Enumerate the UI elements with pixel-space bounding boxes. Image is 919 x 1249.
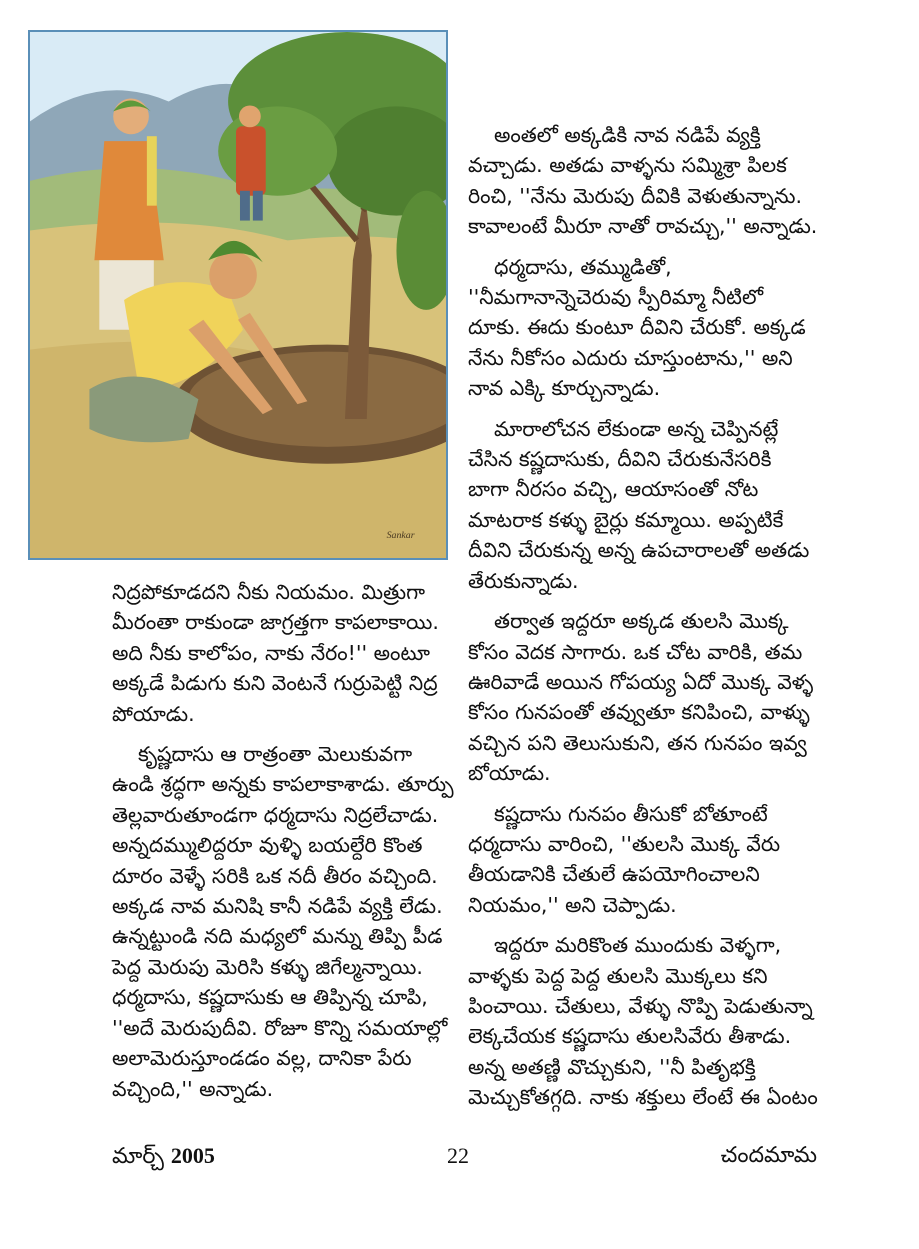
illustration-drawing	[30, 32, 446, 558]
artist-signature: Sankar	[386, 530, 415, 542]
paragraph: ఇద్దరూ మరికొంత ముందుకు వెళ్ళగా, వాళ్ళకు పెద్ద పెద్ద తులసి మొక్కలు కని పించాయి. చేతులు, వేళ్ళు నొప్పి పెడుతున్నా లెక్కచేయక కష్ణదాసు తులసివేరు తీశాడు. అన్న అతణ్ణి వొచ్చుకుని, ''నీ పితృభక్తి మెచ్చుకోతగ్గది. నాకు శక్తులు లేంటే ఈ ఏంటం	[468, 933, 818, 1110]
paragraph: అంతలో అక్కడికి నావ నడిపే వ్యక్తి వచ్చాడు. అతడు వాళ్ళను సమ్మిశ్రా పిలక రించి, ''నేను మెరుపు దీవికి వెళుతున్నాను. కావాలంటే మీరూ నాతో రావచ్చు,'' అన్నాడు.	[468, 123, 818, 239]
page-footer	[112, 1143, 817, 1173]
story-illustration	[28, 30, 448, 560]
paragraph: కష్ణదాసు గునపం తీసుకో బోతూంటే ధర్మదాసు వారించి, ''తులసి మొక్క వేరు తీయడానికి చేతులే ఉపయోగించాలని నియమం,'' అని చెప్పాడు.	[468, 801, 781, 917]
issue-date	[112, 1143, 215, 1174]
paragraph: తర్వాత ఇద్దరూ అక్కడ తులసి మొక్క కోసం వెదక సాగారు. ఒక చోట వారికి, తమ ఊరివాడే అయిన గోపయ్య ఏదో మొక్క వెళ్ళ కోసం గునపంతో తవ్వుతూ కనిపించి, వాళ్ళు వచ్చిన పని తెలుసుకుని, తన గునపం ఇవ్వ బోయాడు.	[468, 609, 814, 786]
magazine-name: చందమామ	[720, 1143, 817, 1168]
issue-year: 2005	[170, 1143, 215, 1168]
issue-month: మార్చ్	[112, 1144, 164, 1169]
paragraph: కృష్ణదాసు ఆ రాత్రంతా మెలుకువగా ఉండి శ్రద్ధగా అన్నకు కాపలాకాశాడు. తూర్పు తెల్లవారుతూండగా ధర్మదాసు నిద్రలేచాడు. అన్నదమ్ములిద్దరూ వుళ్ళి బయల్దేరి కొంత దూరం వెళ్ళే సరికి ఒక నదీ తీరం వచ్చింది. అక్కడ నావ మనిషి కానీ నడిపే వ్యక్తి లేడు. ఉన్నట్టుండి నది మధ్యలో మన్ను తిప్పి పీడ పెద్ద మెరుపు మెరిసి కళ్ళు జిగేల్మన్నాయి. ధర్మదాసు, కష్ణదాసుకు ఆ తిప్పిన్న చూపి, ''అదే మెరుపుదీవి. రోజూ కొన్ని సమయాల్లో అలామెరుస్తూండడం వల్ల, దానికా పేరు వచ్చింది,'' అన్నాడు.	[112, 742, 454, 1101]
paragraph: ధర్మదాసు, తమ్ముడితో, ''నీమగానాన్నెచెరువు స్పీరిమ్మా నీటిలో దూకు. ఈదు కుంటూ దీవిని చేరుకో. అక్కడ నేను నీకోసం ఎదురు చూస్తుంటాను,'' అని నావ ఎక్కి కూర్చున్నాడు.	[468, 254, 806, 401]
left-text-column	[112, 577, 457, 1114]
right-text-column	[468, 120, 818, 1123]
paragraph: మారాలోచన లేకుండా అన్న చెప్పినట్లే చేసిన కష్ణదాసుకు, దీవిని చేరుకునేసరికి బాగా నీరసం వచ్చి, ఆయాసంతో నోట మాటరాక కళ్ళు బైర్లు కమ్మాయి. అప్పటికే దీవిని చేరుకున్న అన్న ఉపచారాలతో అతడు తేరుకున్నాడు.	[468, 416, 810, 593]
paragraph: నిద్రపోకూడదని నీకు నియమం. మిత్రుగా మీరంతా రాకుండా జాగ్రత్తగా కాపలాకాయి. అది నీకు కాలోపం, నాకు నేరం!'' అంటూ అక్కడే పిడుగు కుని వెంటనే గుర్రుపెట్టి నిద్ర పోయాడు.	[112, 580, 439, 726]
page-number: 22	[447, 1143, 469, 1168]
